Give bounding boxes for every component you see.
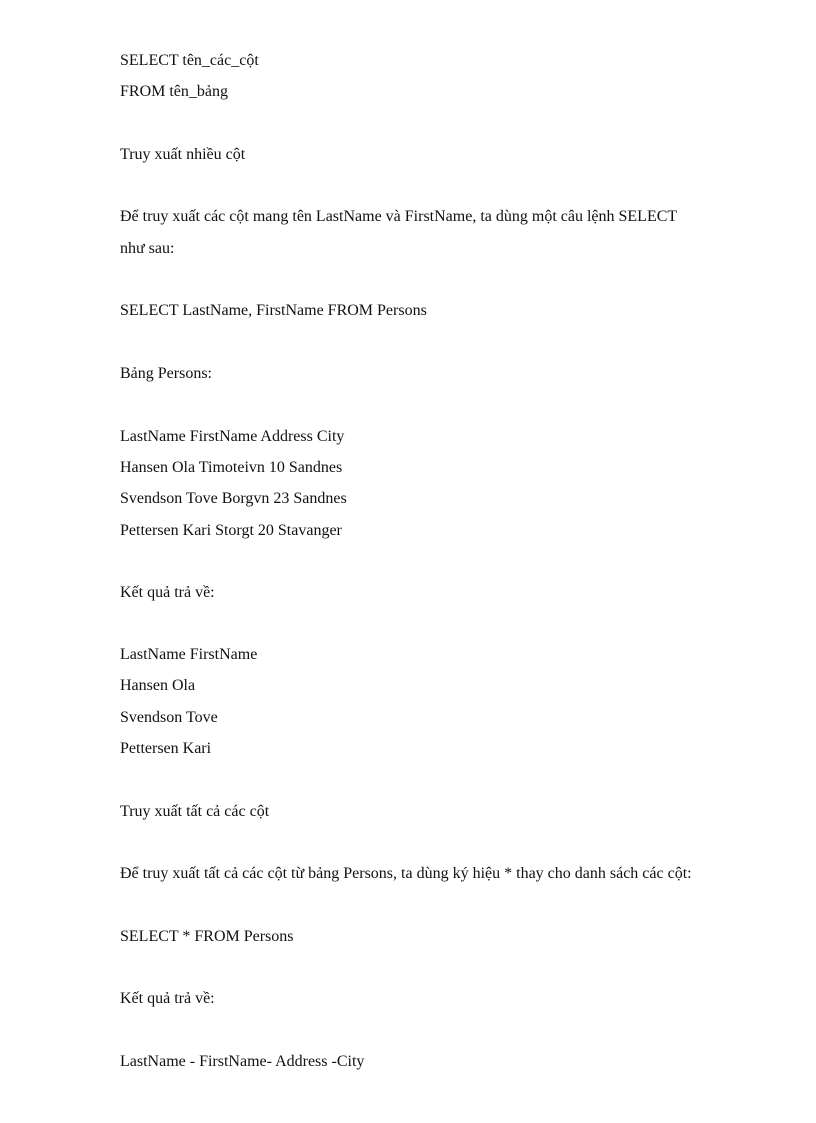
result-row: Svendson Tove [120,709,218,726]
sql-syntax-from: FROM tên_bảng [120,83,228,100]
sql-example-select-columns: SELECT LastName, FirstName FROM Persons [120,302,427,319]
table-row: Hansen Ola Timoteivn 10 Sandnes [120,459,343,476]
paragraph-multiple-columns: Để truy xuất các cột mang tên LastName và FirstName, ta dùng một câu lệnh SELECT [120,208,678,225]
result-label: Kết quả trả về: [120,990,215,1007]
result-row: Hansen Ola [120,677,196,694]
section-heading-multiple-columns: Truy xuất nhiều cột [120,146,246,163]
section-heading-all-columns: Truy xuất tất cả các cột [120,803,270,820]
paragraph-multiple-columns-cont: như sau: [120,240,175,257]
table-row: Pettersen Kari Storgt 20 Stavanger [120,522,342,539]
table-row: Svendson Tove Borgvn 23 Sandnes [120,490,347,507]
sql-syntax-select: SELECT tên_các_cột [120,52,259,69]
result-header-row: LastName - FirstName- Address -City [120,1053,365,1070]
table-header-row: LastName FirstName Address City [120,428,345,445]
table-caption-persons: Bảng Persons: [120,365,212,382]
result-label: Kết quả trả về: [120,584,215,601]
result-row: Pettersen Kari [120,740,212,757]
sql-example-select-all: SELECT * FROM Persons [120,928,294,945]
result-header-row: LastName FirstName [120,646,258,663]
paragraph-all-columns: Để truy xuất tất cả các cột từ bảng Persons, ta dùng ký hiệu * thay cho danh sách các cột: [120,865,692,882]
